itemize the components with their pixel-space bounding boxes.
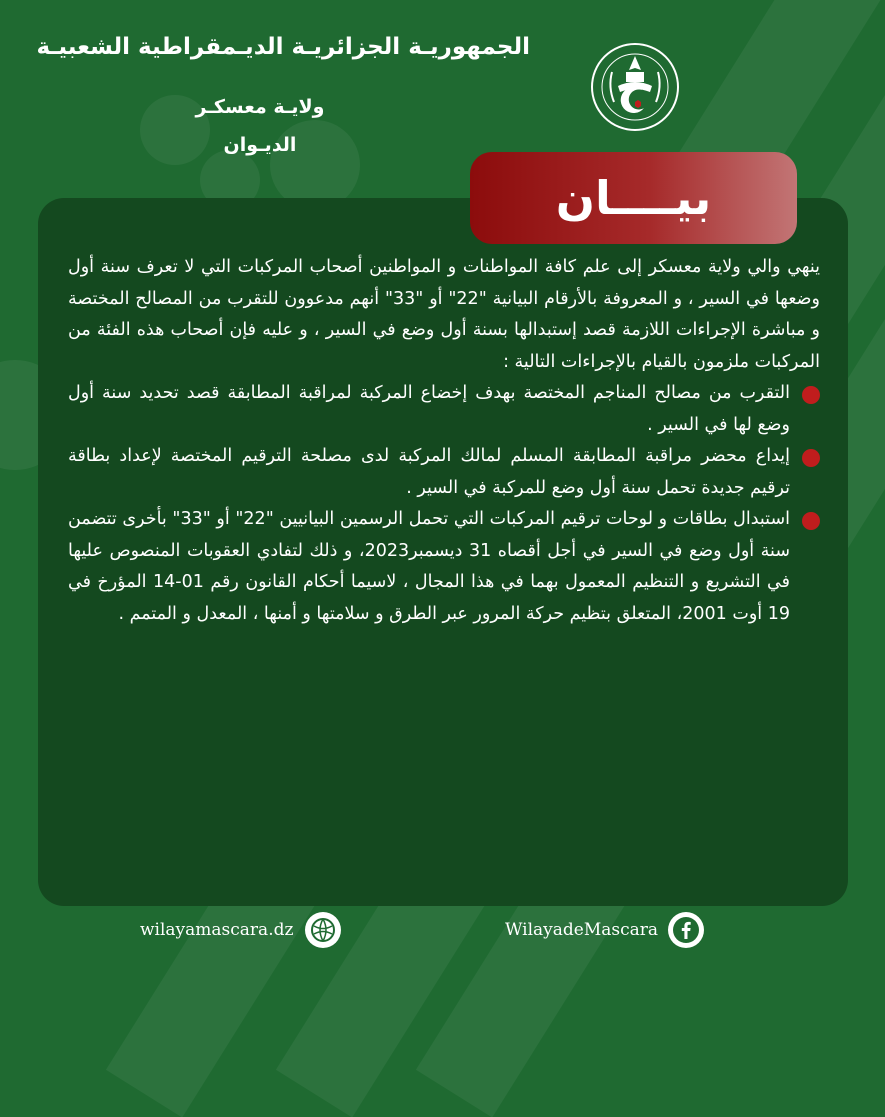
announcement-body	[68, 252, 820, 630]
list-item-text: التقرب من مصالح المناجم المختصة بهدف إخضاع المركبة لمراقبة المطابقة قصد تحديد سنة أول وضع لها في السير .	[68, 383, 790, 435]
bullet-dot-icon	[802, 386, 820, 404]
footer-website[interactable]	[140, 908, 341, 952]
office-name: الديـوان	[223, 134, 297, 156]
facebook-link[interactable]: WilayadeMascara	[505, 920, 659, 940]
intro-paragraph: ينهي والي ولاية معسكر إلى علم كافة المواطنات و المواطنين أصحاب المركبات التي لا تعرف سنة أول وضعها في السير ، و المعروفة بالأرقام البيانية "22" أو "33" أنهم مدعوون للتقرب من المصالح المختصة و مباشرة الإجراءات اللازمة قصد إستبدالها بسنة أول وضع في السير ، و عليه فإن أصحاب هذه الفئة من المركبات ملزمون بالقيام بالإجراءات التالية :	[68, 257, 820, 372]
wilaya-name: ولايـة معسكـر	[195, 96, 325, 118]
footer-facebook[interactable]	[505, 908, 704, 952]
list-item	[68, 378, 820, 441]
facebook-icon	[668, 912, 704, 948]
announcement-banner	[470, 152, 797, 244]
list-item-text: إيداع محضر مراقبة المطابقة المسلم لمالك المركبة لدى مصلحة الترقيم المختصة لإعداد بطاقة ترقيم جديدة تحمل سنة أول وضع للمركبة في السير .	[68, 446, 790, 498]
list-item-text: استبدال بطاقات و لوحات ترقيم المركبات التي تحمل الرسمين البيانيين "22" أو "33" بأخرى تتضمن سنة أول وضع في السير في أجل أقصاه 31 ديسمبر2023، و ذلك لتفادي العقوبات المنصوص عليها في التشريع و التنظيم المعمول بهما في هذا المجال ، لاسيما أحكام القانون رقم 01-14 المؤرخ في 19 أوت 2001، المتعلق بتظيم حركة المرور عبر الطرق و سلامتها و أمنها ، المعدل و المتمم .	[68, 509, 790, 624]
globe-icon	[305, 912, 341, 948]
bullet-dot-icon	[802, 449, 820, 467]
list-item	[68, 441, 820, 504]
website-link[interactable]: wilayamascara.dz	[140, 920, 294, 940]
algeria-emblem-icon	[590, 42, 680, 132]
list-item	[68, 504, 820, 630]
bullet-dot-icon	[802, 512, 820, 530]
republic-title: الجمهوريـة الجزائريـة الديـمقراطية الشعبيـة	[36, 34, 530, 60]
announcement-title: بيــــان	[555, 171, 712, 225]
